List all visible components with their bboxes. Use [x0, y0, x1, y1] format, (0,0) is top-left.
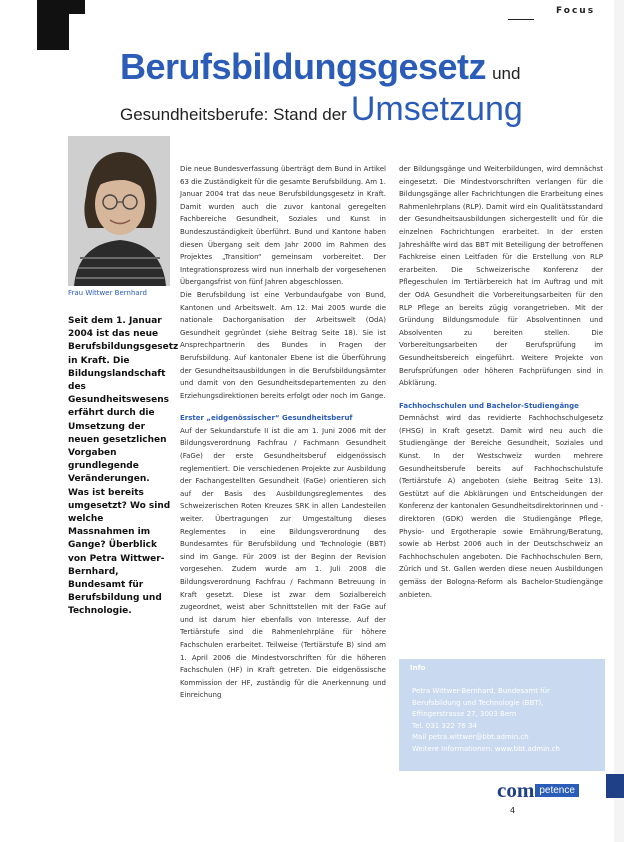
- photo-caption: Frau Wittwer Bernhard: [68, 289, 147, 297]
- paragraph: Auf der Sekundarstufe II ist die am 1. Juni 2006 mit der Bildungsverordnung Fachfrau / Fachmann Gesundheit (FaGe) der erste Gesundheitsberuf eidgenössisch reglementiert. Die verschiedenen Projekte zur Ausbildung der Fachangestellten Gesundheit (FaGe) orientieren sich auf der Basis des Ausbildungsreglementes des Schweizerischen Roten Kreuzes SRK in allen Landesteilen weiter. Übertragungen zur Umgestaltung dieses Reglementes in eine Bildungsverordnung des Bundesamtes für Berufsbildung und Technologie (BBT) sind im Gange. Für 2009 ist der Beginn der Revision vorgesehen. Zudem wurde am 1. Juli 2008 die Bildungsverordnung Fachfrau / Fachmann Betreuung in Kraft gesetzt. Diese ist zwar dem Sozialbereich zugeordnet, weist aber Schnittstellen mit der FaGe auf und ist darum hier ebenfalls von Interesse. Auf der Tertiärstufe sind die Rahmenlehrpläne für höhere Fachschulen erarbeitet. Teilweise (Tertiärstufe B) sind am 1. April 2006 die Mindestvorschriften für die höheren Fachschulen (HF) in Kraft getreten. Die eidgenössische Kommission der HF, zuständig für die Anerkennung und Einreichung: [180, 426, 386, 700]
- page-corner-bar: [606, 774, 624, 798]
- section-heading: Erster „eidgenössischer“ Gesundheitsberuf: [180, 414, 353, 423]
- competence-logo: [497, 778, 579, 803]
- paragraph: Die Berufsbildung ist eine Verbundaufgabe von Bund, Kantonen und Arbeitswelt. Am 12. Mai 2005 wurde die nationale Dachorganisation der Arbeitswelt (OdA) Gesundheit gegründet (siehe Beitrag Seite 18). Sie ist Ansprechpartnerin des Bundes in Fragen der Berufsbildung. Auf kantonaler Ebene ist die Überführung der Gesundheitsausbildungen in die Berufsbildungsämter und damit von den Gesundheitsdepartementen zu den Erziehungsdirektionen bereits erfolgt oder noch im Gange.: [180, 290, 386, 400]
- corner-decoration-small: [69, 0, 85, 14]
- header-rule: [508, 19, 534, 20]
- paragraph: Die neue Bundesverfassung überträgt dem Bund in Artikel 63 die Zuständigkeit für die gesamte Berufsbildung. Am 1. Januar 2004 trat das neue Berufsbildungsgesetz in Kraft. Damit wurden auch die zuvor kantonal geregelten Fachbereiche Gesundheit, Soziales und Kunst in Bundeszuständigkeit überführt. Bund und Kantone haben diesen Übergang seit dem Jahr 2000 im Rahmen des Projektes „Transition“ gemeinsam vorbereitet. Der Integrationsprozess wird nun innerhalb der vorgesehenen Übergangsfrist von fünf Jahren abgeschlossen.: [180, 165, 386, 287]
- title-main: Berufsbildungsgesetz: [120, 46, 487, 87]
- corner-decoration: [37, 0, 69, 50]
- title-connector: und: [492, 64, 521, 83]
- info-line[interactable]: Mail petra.wittwer@bbt.admin.ch: [412, 733, 529, 742]
- paragraph: der Bildungsgänge und Weiterbildungen, wird demnächst eingesetzt. Die Mindestvorschriften verlangen für die Bildungsgänge aller Fachrichtungen die Erarbeitung eines Rahmenlehrplans (RLP). Damit wird ein Qualitätsstandard der Gesundheitsausbildungen sichergestellt und für die einzelnen Fachrichtungen erarbeitet. In der ersten Jahreshälfte wird das BBT mit Beteiligung der betroffenen Fachkreise einen Leitfaden für die Erstellung von RLP erarbeiten. Die Schweizerische Konferenz der Pflegeschulen im Tertiärbereich hat im Auftrag und mit der OdA Gesundheit die Vorbereitungsarbeiten für den RLP Pflege an bereits zügig vorangetrieben. Mit der Gründung Bildungsmodule für Absolventinnen und Absolventen zu bereiten stellen. Die Vorbereitungsarbeiten der Berufsprüfung im Gesundheitsbereich eingeführt. Weitere Projekte von Berufsprüfungen oder höheren Fachprüfungen sind in Abklärung.: [399, 165, 603, 388]
- logo-text-petence: petence: [535, 784, 579, 797]
- info-box-title: Info: [410, 664, 426, 672]
- info-line: Tel. 031 322 76 34: [412, 721, 477, 730]
- info-line: Petra Wittwer-Bernhard, Bundesamt für: [412, 687, 550, 695]
- section-label: Focus: [556, 6, 596, 16]
- title-highlight: Umsetzung: [350, 90, 523, 128]
- lead-paragraph: Seit dem 1. Januar 2004 ist das neue Berufsbildungsgesetz in Kraft. Die Bildungslandschaft des Gesundheitswesens erfährt durch die Umsetzung der neuen gesetzlichen Vorgaben grundlegende Veränderungen. Was ist bereits umgesetzt? Wo sind welche Massnahmen im Gange? Überblick von Petra Wittwer-Bernhard, Bundesamt für Berufsbildung und Technologie.: [68, 316, 179, 617]
- info-line: Effingerstrasse 27, 3003 Bern: [412, 710, 517, 719]
- section-heading: Fachhochschulen und Bachelor-Studiengänge: [399, 401, 579, 410]
- info-line: Berufsbildung und Technologie (BBT),: [412, 698, 544, 707]
- page-number: 4: [510, 806, 516, 815]
- info-box-contact: [412, 686, 602, 756]
- logo-text-com: com: [497, 778, 535, 802]
- article-title: [120, 46, 520, 88]
- page-edge-shadow: [614, 0, 624, 842]
- article-subtitle: [120, 90, 523, 129]
- subtitle-text: Gesundheitsberufe: Stand der: [120, 105, 347, 124]
- paragraph: Demnächst wird das revidierte Fachhochschulgesetz (FHSG) in Kraft gesetzt. Damit wird neu auch die Studiengänge der Bereiche Gesundheit, Soziales und Kunst. In der Westschweiz wurden mehrere Gesundheitsberufe bereits auf Fachhochschulstufe (Tertiärstufe A) angeboten (siehe Beitrag Seite 13). Gestützt auf die Abklärungen und Entscheidungen der Konferenz der kantonalen Gesundheitsdirektorinnen und -direktoren (GDK) werden die Studiengänge Pflege, Physio- und Ergotherapie sowie Ernährung/Beratung, sowie ab Herbst 2006 auch in der Deutschschweiz an Fachhochschulen angeboten. Die Fachhochschulen Bern, Zürich und St. Gallen werden diese neuen Ausbildungen gemäss der Bologna-Reform als Bachelor-Studiengänge anbieten.: [399, 414, 603, 599]
- portrait-image: [68, 136, 170, 286]
- body-column-1: [180, 163, 386, 702]
- author-photo: [68, 136, 170, 286]
- body-column-2: [399, 163, 603, 601]
- info-line[interactable]: Weitere Informationen: www.bbt.admin.ch: [412, 744, 560, 753]
